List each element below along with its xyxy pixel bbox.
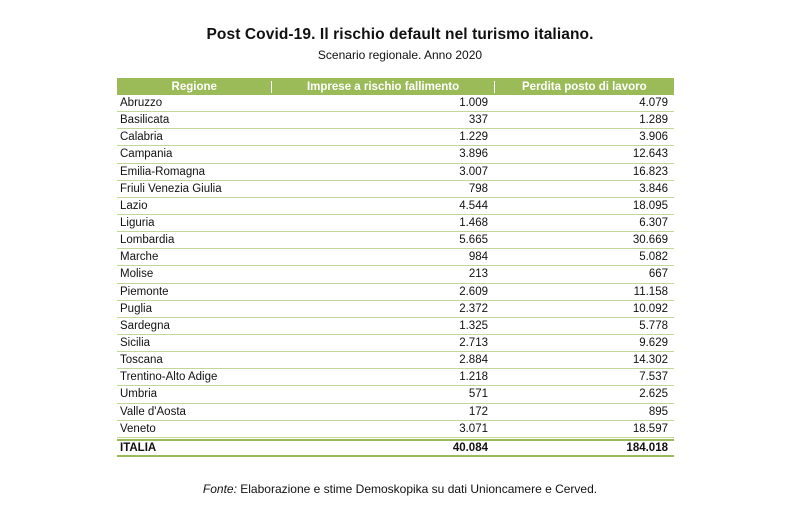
cell-imprese: 1.325 [459, 319, 488, 332]
table-row [117, 404, 674, 421]
table-row [117, 215, 674, 232]
cell-perdita: 3.906 [639, 131, 668, 144]
cell-perdita: 11.158 [633, 285, 668, 298]
cell-perdita: 16.823 [632, 165, 668, 178]
cell-imprese: 3.007 [459, 165, 488, 178]
cell-regione: Friuli Venezia Giulia [120, 182, 222, 195]
cell-imprese: 3.896 [459, 148, 488, 161]
table-row [117, 129, 674, 146]
cell-imprese: 4.544 [459, 199, 488, 212]
cell-perdita: 3.846 [639, 182, 668, 195]
cell-imprese: 1.218 [459, 371, 488, 384]
cell-perdita: 12.643 [632, 148, 668, 161]
source-label: Fonte: [202, 482, 237, 496]
page-title: Post Covid-19. Il rischio default nel turismo italiano. [206, 26, 594, 43]
cell-perdita: 18.597 [632, 422, 668, 435]
total-imprese: 40.084 [452, 441, 488, 454]
source-note [0, 482, 800, 496]
table-row [117, 386, 674, 403]
table-row [117, 352, 674, 369]
cell-perdita: 895 [648, 405, 668, 418]
cell-regione: Calabria [120, 131, 163, 144]
cell-regione: Piemonte [120, 285, 169, 298]
cell-regione: Lazio [120, 199, 148, 212]
table-row [117, 95, 674, 112]
cell-perdita: 14.302 [632, 354, 668, 367]
cell-perdita: 18.095 [632, 199, 668, 212]
cell-regione: Puglia [120, 302, 152, 315]
table-row [117, 369, 674, 386]
table-row [117, 318, 674, 335]
cell-imprese: 571 [468, 388, 488, 401]
total-perdita: 184.018 [626, 441, 668, 454]
cell-regione: Basilicata [120, 114, 170, 127]
total-label: ITALIA [120, 441, 157, 454]
cell-perdita: 9.629 [639, 337, 668, 350]
cell-regione: Lombardia [120, 234, 175, 247]
table-row [117, 164, 674, 181]
table-total-row [117, 439, 674, 457]
cell-regione: Sicilia [120, 337, 151, 350]
cell-imprese: 984 [468, 251, 488, 264]
cell-regione: Veneto [120, 422, 156, 435]
cell-regione: Valle d'Aosta [120, 405, 186, 418]
header-regione: Regione [171, 80, 217, 93]
header-imprese: Imprese a rischio fallimento [271, 81, 493, 93]
table-row [117, 198, 674, 215]
cell-imprese: 213 [468, 268, 488, 281]
cell-regione: Umbria [120, 388, 158, 401]
data-table [117, 78, 674, 457]
cell-perdita: 667 [648, 268, 668, 281]
cell-regione: Marche [120, 251, 159, 264]
table-row [117, 181, 674, 198]
cell-perdita: 4.079 [639, 97, 668, 110]
cell-imprese: 2.713 [459, 337, 488, 350]
table-row [117, 335, 674, 352]
cell-regione: Emilia-Romagna [120, 165, 206, 178]
table-row [117, 232, 674, 249]
cell-regione: Molise [120, 268, 154, 281]
cell-perdita: 6.307 [639, 217, 668, 230]
page-subtitle: Scenario regionale. Anno 2020 [317, 48, 483, 62]
cell-imprese: 172 [468, 405, 488, 418]
cell-imprese: 1.009 [459, 97, 488, 110]
cell-imprese: 5.665 [459, 234, 488, 247]
cell-imprese: 337 [468, 114, 488, 127]
cell-imprese: 2.884 [459, 354, 488, 367]
table-row [117, 284, 674, 301]
cell-regione: Trentino-Alto Adige [120, 371, 218, 384]
cell-perdita: 1.289 [639, 114, 668, 127]
cell-regione: Liguria [120, 217, 155, 230]
cell-regione: Abruzzo [120, 97, 163, 110]
cell-perdita: 2.625 [639, 388, 668, 401]
cell-perdita: 7.537 [639, 371, 668, 384]
cell-imprese: 3.071 [459, 422, 488, 435]
source-text: Elaborazione e stime Demoskopika su dati Unioncamere e Cerved. [236, 482, 598, 496]
cell-imprese: 798 [468, 182, 488, 195]
cell-regione: Campania [120, 148, 173, 161]
cell-perdita: 5.082 [639, 251, 668, 264]
cell-imprese: 2.372 [459, 302, 488, 315]
table-row [117, 266, 674, 283]
table-row [117, 421, 674, 438]
table-row [117, 249, 674, 266]
table-header [117, 78, 674, 95]
cell-perdita: 30.669 [632, 234, 668, 247]
cell-perdita: 5.778 [639, 319, 668, 332]
cell-imprese: 2.609 [459, 285, 488, 298]
cell-imprese: 1.468 [459, 217, 488, 230]
table-row [117, 112, 674, 129]
table-body [117, 95, 674, 438]
cell-imprese: 1.229 [459, 131, 488, 144]
cell-perdita: 10.092 [632, 302, 668, 315]
header-perdita: Perdita posto di lavoro [494, 81, 674, 93]
cell-regione: Toscana [120, 354, 163, 367]
table-row [117, 146, 674, 163]
table-row [117, 301, 674, 318]
cell-regione: Sardegna [120, 319, 170, 332]
